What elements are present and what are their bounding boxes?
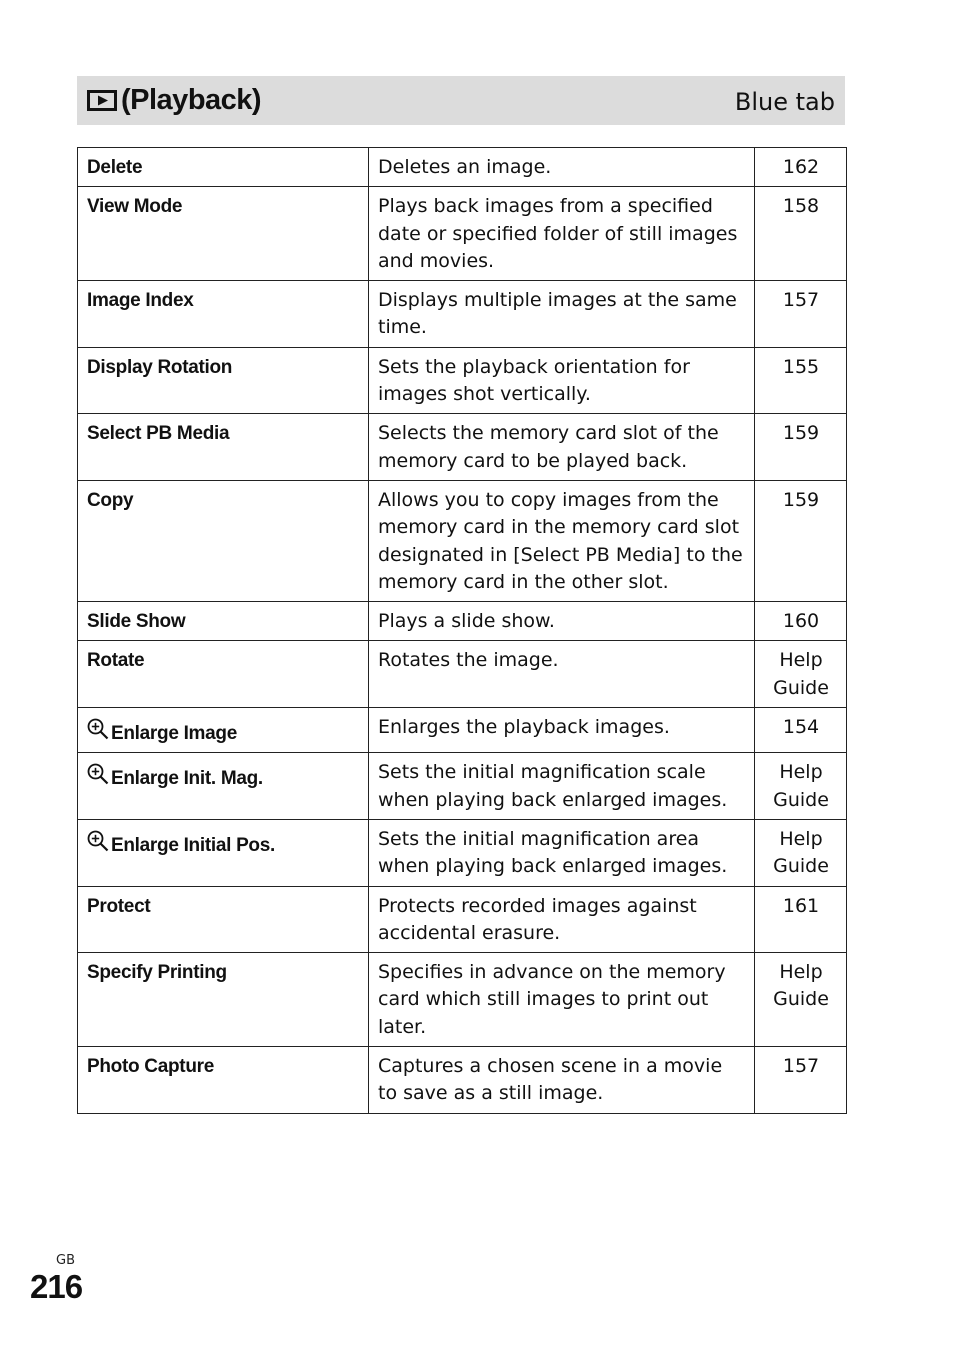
- menu-item-name: [78, 148, 369, 187]
- menu-item-with-icon: [87, 714, 237, 747]
- menu-item-label: Select PB Media: [87, 423, 230, 445]
- table-row: [78, 480, 847, 601]
- menu-item-name: [78, 281, 369, 348]
- menu-item-page-ref: 159: [755, 414, 847, 481]
- table-row: [78, 602, 847, 641]
- menu-item-label: Copy: [87, 489, 134, 511]
- zoom-in-icon: [87, 718, 109, 740]
- menu-item-label: Slide Show: [87, 611, 186, 633]
- menu-item-description: Protects recorded images against accidental erasure.: [369, 886, 755, 953]
- table-row: [78, 819, 847, 886]
- menu-item-description: Captures a chosen scene in a movie to save as a still image.: [369, 1047, 755, 1114]
- menu-item-page-ref: Help Guide: [755, 953, 847, 1047]
- language-code: GB: [56, 1253, 75, 1268]
- table-row: [78, 187, 847, 281]
- table-row: [78, 414, 847, 481]
- menu-item-page-ref: 160: [755, 602, 847, 641]
- menu-item-page-ref: 161: [755, 886, 847, 953]
- table-row: [78, 708, 847, 753]
- menu-item-page-ref: 157: [755, 281, 847, 348]
- menu-item-label: Display Rotation: [87, 356, 233, 378]
- section-title-text: (Playback): [121, 83, 262, 116]
- menu-item-name: [78, 480, 369, 601]
- menu-item-description: Allows you to copy images from the memory card in the memory card slot designated in [Select PB Media] to the memory card in the other slot.: [369, 480, 755, 601]
- table-row: [78, 641, 847, 708]
- section-header: [77, 76, 845, 125]
- playback-icon: [87, 88, 117, 112]
- menu-item-name: [78, 347, 369, 414]
- menu-item-with-icon: [87, 826, 275, 859]
- menu-item-name: [78, 708, 369, 753]
- menu-item-page-ref: Help Guide: [755, 819, 847, 886]
- menu-item-page-ref: 159: [755, 480, 847, 601]
- menu-item-label: Enlarge Initial Pos.: [111, 834, 275, 856]
- menu-item-page-ref: Help Guide: [755, 641, 847, 708]
- menu-item-label: Enlarge Init. Mag.: [111, 768, 263, 790]
- menu-item-name: [78, 414, 369, 481]
- menu-item-name: [78, 886, 369, 953]
- menu-item-description: Sets the initial magnification scale when playing back enlarged images.: [369, 753, 755, 820]
- menu-item-label: Delete: [87, 157, 143, 178]
- menu-table-body: [78, 148, 847, 1114]
- menu-item-page-ref: 155: [755, 347, 847, 414]
- menu-item-label: Specify Printing: [87, 962, 227, 984]
- menu-item-description: Deletes an image.: [369, 148, 755, 187]
- page-number: 216: [30, 1268, 83, 1305]
- table-row: [78, 886, 847, 953]
- menu-item-label: Rotate: [87, 650, 145, 672]
- menu-item-description: Displays multiple images at the same time.: [369, 281, 755, 348]
- menu-item-description: Selects the memory card slot of the memory card to be played back.: [369, 414, 755, 481]
- table-row: [78, 347, 847, 414]
- menu-item-name: [78, 953, 369, 1047]
- menu-item-description: Sets the initial magnification area when playing back enlarged images.: [369, 819, 755, 886]
- menu-item-name: [78, 602, 369, 641]
- menu-item-label: Enlarge Image: [111, 723, 237, 745]
- menu-item-description: Enlarges the playback images.: [369, 708, 755, 753]
- menu-table: [77, 147, 847, 1114]
- zoom-in-icon: [87, 830, 109, 852]
- menu-item-label: Image Index: [87, 290, 194, 312]
- menu-item-description: Plays back images from a specified date or specified folder of still images and movies.: [369, 187, 755, 281]
- table-row: [78, 953, 847, 1047]
- menu-item-page-ref: 162: [755, 148, 847, 187]
- menu-item-description: Rotates the image.: [369, 641, 755, 708]
- menu-item-name: [78, 641, 369, 708]
- section-title: [87, 82, 261, 118]
- menu-item-page-ref: 154: [755, 708, 847, 753]
- menu-item-page-ref: 157: [755, 1047, 847, 1114]
- menu-item-page-ref: 158: [755, 187, 847, 281]
- menu-item-name: [78, 187, 369, 281]
- menu-item-name: [78, 1047, 369, 1114]
- menu-item-with-icon: [87, 759, 263, 792]
- menu-item-name: [78, 819, 369, 886]
- table-row: [78, 281, 847, 348]
- menu-item-label: Photo Capture: [87, 1056, 214, 1078]
- table-row: [78, 148, 847, 187]
- menu-item-description: Sets the playback orientation for images shot vertically.: [369, 347, 755, 414]
- menu-item-name: [78, 753, 369, 820]
- tab-label: Blue tab: [734, 88, 835, 116]
- menu-item-label: View Mode: [87, 196, 183, 218]
- menu-item-description: Specifies in advance on the memory card which still images to print out later.: [369, 953, 755, 1047]
- menu-item-description: Plays a slide show.: [369, 602, 755, 641]
- table-row: [78, 1047, 847, 1114]
- menu-item-label: Protect: [87, 895, 151, 917]
- menu-item-page-ref: Help Guide: [755, 753, 847, 820]
- table-row: [78, 753, 847, 820]
- zoom-in-icon: [87, 763, 109, 785]
